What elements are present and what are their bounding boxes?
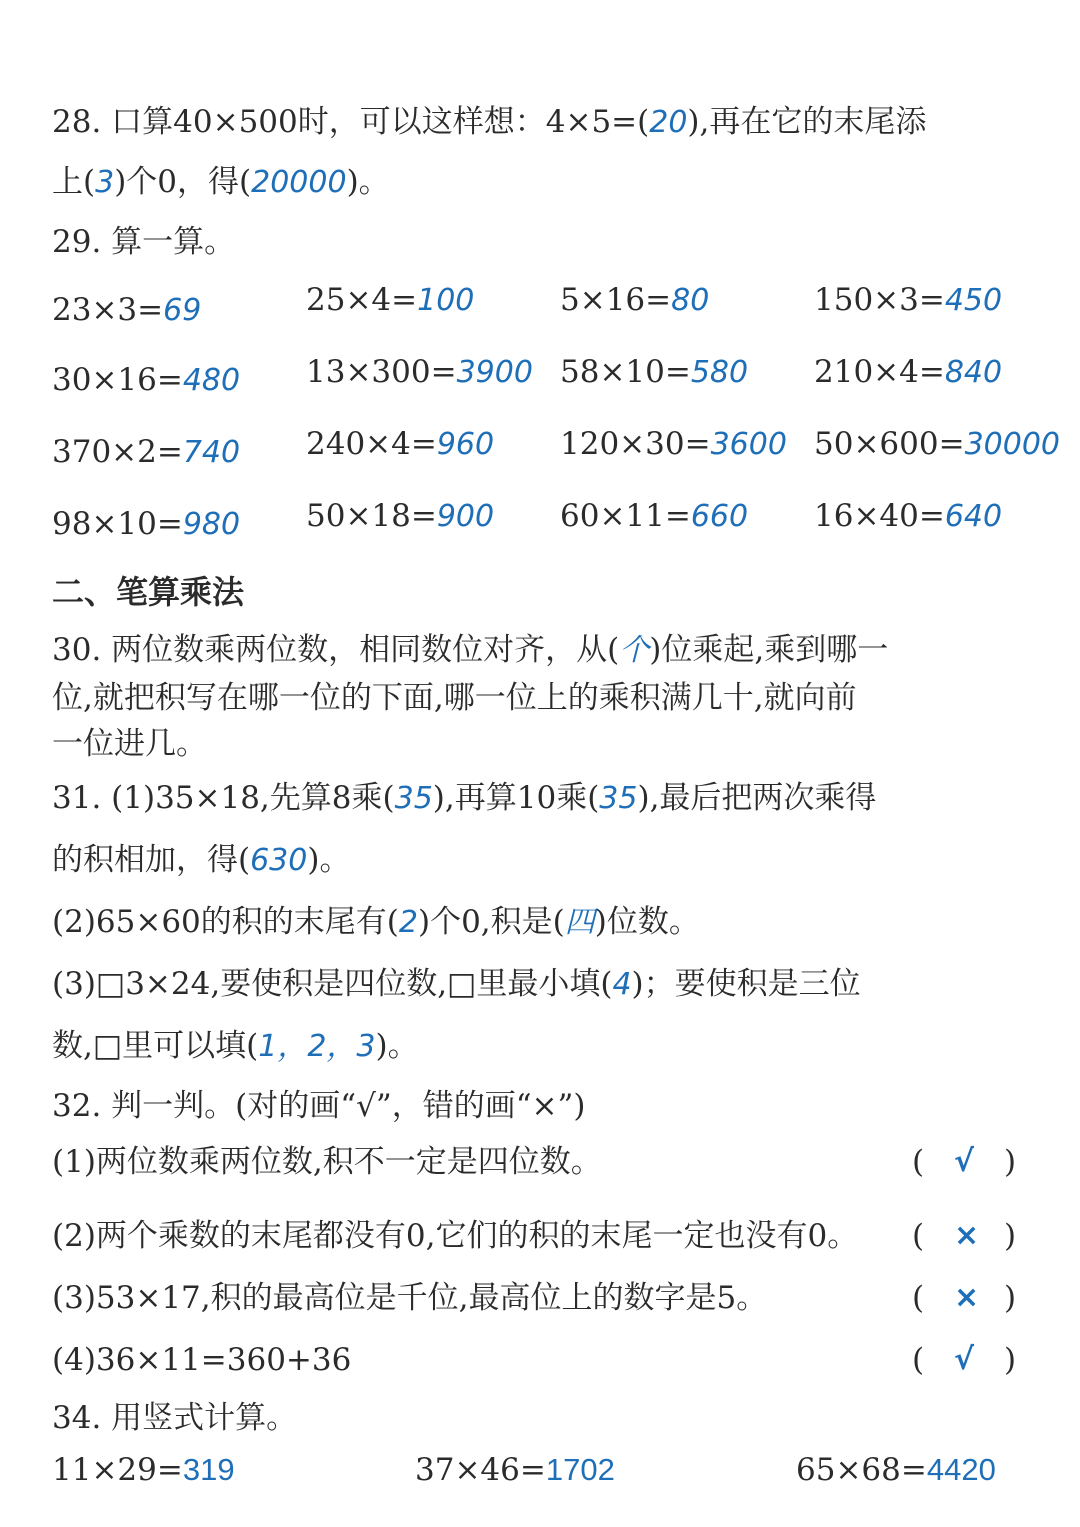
q29-question: 150×3= (814, 282, 945, 318)
q29-question: 370×2= (52, 434, 183, 470)
q28-text: 上( (52, 164, 96, 200)
q32-item: (3)53×17,积的最高位是千位,最高位上的数字是5。 ( × ) (52, 1280, 1017, 1316)
q32-title: 32. 判一判。(对的画“√”，错的画“×”) (52, 1088, 586, 1124)
q29-answer: 480 (182, 363, 241, 398)
q28-line2 (52, 162, 390, 203)
q31-answer: 630 (250, 843, 308, 878)
q29-question: 50×600= (814, 426, 965, 462)
q32-statement: (4)36×11=360+36 (52, 1342, 352, 1378)
q31-line1 (52, 778, 876, 819)
q30-line1 (52, 630, 888, 671)
q29-answer: 980 (182, 507, 241, 542)
q31-sub3-line1 (52, 964, 861, 1005)
q32-item: (1)两位数乘两位数,积不一定是四位数。 ( √ ) (52, 1144, 1017, 1180)
q34-answer: 319 (182, 1452, 235, 1487)
check-mark-icon: √ (954, 1342, 975, 1377)
q29-answer: 580 (690, 355, 749, 390)
q31-text: )；要使积是三位 (631, 966, 861, 1002)
q29-item (814, 494, 1002, 539)
q32-item: (2)两个乘数的末尾都没有0,它们的积的末尾一定也没有0。 ( × ) (52, 1218, 1017, 1254)
q31-text: )位数。 (594, 904, 700, 940)
q31-text: )个0,积是( (417, 904, 565, 940)
q29-question: 98×10= (52, 506, 183, 542)
q28-text: ),再在它的末尾添 (687, 104, 927, 140)
q31-text: ),再算10乘( (432, 780, 600, 816)
q29-question: 13×300= (306, 354, 457, 390)
q31-answer: 35 (394, 781, 433, 816)
q31-text: (2)65×60的积的末尾有( (52, 904, 399, 940)
q31-sub3-line2 (52, 1026, 419, 1067)
q31-answer: 2 (398, 905, 418, 940)
q32-statement: (2)两个乘数的末尾都没有0,它们的积的末尾一定也没有0。 (52, 1218, 859, 1254)
q29-question: 240×4= (306, 426, 437, 462)
q29-item (52, 502, 240, 547)
q31-answer: 4 (612, 967, 632, 1002)
q32-statement: (3)53×17,积的最高位是千位,最高位上的数字是5。 (52, 1280, 768, 1316)
q31-text: 数,□里可以填( (52, 1028, 259, 1064)
q29-answer: 840 (944, 355, 1003, 390)
q29-item (814, 350, 1002, 395)
q29-item (814, 422, 1060, 467)
q29-item (560, 350, 748, 395)
q34-item (52, 1450, 235, 1490)
q34-answer: 4420 (926, 1452, 996, 1487)
q31-text: (3)□3×24,要使积是四位数,□里最小填( (52, 966, 613, 1002)
q31-text: 31. (1)35×18,先算8乘( (52, 780, 395, 816)
q29-answer: 450 (944, 283, 1003, 318)
q29-answer: 740 (182, 435, 241, 470)
q34-question: 65×68= (796, 1452, 927, 1488)
q34-title: 34. 用竖式计算。 (52, 1400, 298, 1436)
q29-item (306, 278, 474, 323)
q29-answer: 3600 (710, 427, 787, 462)
q29-answer: 3900 (456, 355, 533, 390)
q29-answer: 80 (671, 283, 710, 318)
q29-question: 120×30= (560, 426, 711, 462)
q29-item (306, 494, 494, 539)
q30-text: 30. 两位数乘两位数，相同数位对齐，从( (52, 632, 620, 668)
q29-item (560, 494, 748, 539)
q34-answer: 1702 (545, 1452, 615, 1487)
q29-question: 25×4= (306, 282, 418, 318)
q29-item (306, 422, 494, 467)
section-heading: 二、笔算乘法 (52, 573, 245, 611)
q29-row (52, 494, 1052, 544)
q31-text: )。 (307, 842, 351, 878)
q31-sub2 (52, 902, 700, 943)
q29-item (560, 278, 709, 323)
q29-question: 58×10= (560, 354, 691, 390)
cross-mark-icon: × (954, 1280, 980, 1315)
q34-item (415, 1450, 615, 1490)
q29-item (560, 422, 787, 467)
q29-answer: 69 (163, 293, 202, 328)
q31-text: ),最后把两次乘得 (637, 780, 877, 816)
q29-row (52, 422, 1061, 472)
q29-answer: 30000 (964, 427, 1061, 462)
q34-question: 11×29= (52, 1452, 183, 1488)
q29-answer: 900 (436, 499, 495, 534)
q29-row (52, 278, 1052, 328)
q30-line3: 一位进几。 (52, 726, 207, 762)
q29-row (52, 350, 1052, 400)
q29-question: 23×3= (52, 292, 164, 328)
q31-answer: 35 (599, 781, 638, 816)
q31-text: 的积相加，得( (52, 842, 251, 878)
q29-question: 30×16= (52, 362, 183, 398)
q29-title: 29. 算一算。 (52, 224, 236, 260)
q31-text: )。 (375, 1028, 419, 1064)
q28-answer-2: 3 (95, 165, 115, 200)
q29-answer: 640 (944, 499, 1003, 534)
q30-answer: 个 (619, 633, 650, 668)
q32-statement: (1)两位数乘两位数,积不一定是四位数。 (52, 1144, 602, 1180)
q29-item (52, 288, 201, 333)
q30-line2: 位,就把积写在哪一位的下面,哪一位上的乘积满几十,就向前 (52, 680, 857, 716)
q31-answer: 四 (564, 905, 595, 940)
q32-item: (4)36×11=360+36 ( √ ) (52, 1342, 1017, 1378)
q31-line2 (52, 840, 350, 881)
q28-answer-3: 20000 (251, 165, 347, 200)
q34-question: 37×46= (415, 1452, 546, 1488)
q29-answer: 660 (690, 499, 749, 534)
q29-item (814, 278, 1002, 323)
q29-answer: 960 (436, 427, 495, 462)
check-mark-icon: √ (954, 1144, 975, 1179)
q34-item (796, 1450, 996, 1490)
q29-item (52, 358, 240, 403)
q29-question: 210×4= (814, 354, 945, 390)
q29-question: 16×40= (814, 498, 945, 534)
cross-mark-icon: × (954, 1218, 980, 1253)
q28-answer-1: 20 (649, 105, 688, 140)
q28-text: )个0，得( (114, 164, 252, 200)
q28-text: 28. 口算40×500时，可以这样想：4×5=( (52, 104, 650, 140)
q29-answer: 100 (417, 283, 475, 318)
q29-question: 50×18= (306, 498, 437, 534)
q29-question: 60×11= (560, 498, 691, 534)
q28-line1 (52, 102, 926, 143)
q30-text: )位乘起,乘到哪一 (649, 632, 889, 668)
q29-item (52, 430, 240, 475)
q31-answer: 1，2，3 (258, 1029, 376, 1064)
q28-text: )。 (346, 164, 390, 200)
q29-item (306, 350, 533, 395)
q29-question: 5×16= (560, 282, 672, 318)
